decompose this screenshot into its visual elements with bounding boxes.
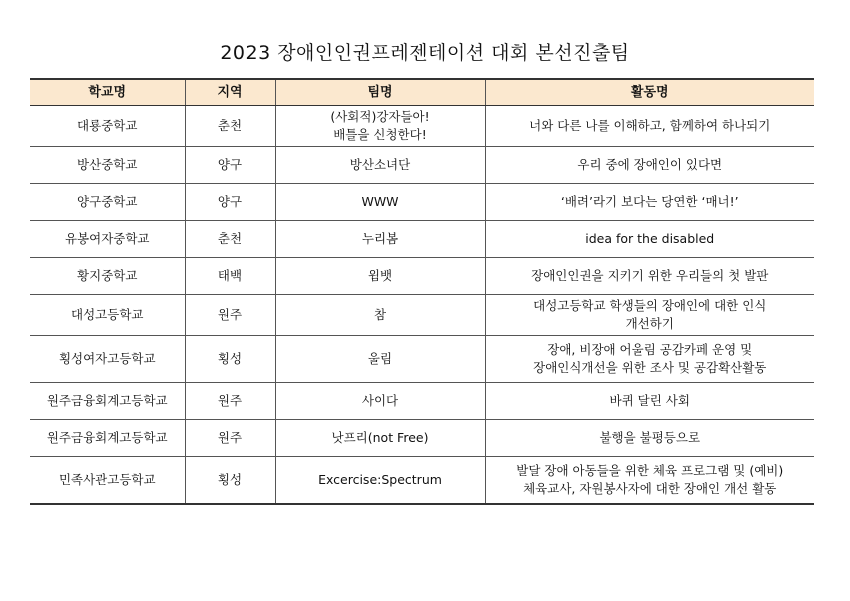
cell-team: Excercise:Spectrum [275, 457, 485, 504]
cell-team: 낫프리(not Free) [275, 420, 485, 457]
table-row [30, 106, 814, 147]
table-row [30, 295, 814, 336]
cell-activity: 너와 다른 나를 이해하고, 함께하여 하나되기 [485, 106, 814, 147]
cell-activity: 바퀴 달린 사회 [485, 383, 814, 420]
teams-table [30, 78, 814, 505]
cell-school: 황지중학교 [30, 258, 185, 295]
cell-team: 누리봄 [275, 221, 485, 258]
cell-activity: 발달 장애 아동들을 위한 체육 프로그램 및 (예비) 체육교사, 자원봉사자에 대한 장애인 개선 활동 [485, 457, 814, 504]
table-header-row [30, 79, 814, 106]
cell-region: 양구 [185, 147, 275, 184]
cell-school: 민족사관고등학교 [30, 457, 185, 504]
page-title: 2023 장애인인권프레젠테이션 대회 본선진출팀 [220, 42, 630, 64]
cell-team: 울림 [275, 336, 485, 383]
cell-activity: 장애인인권을 지키기 위한 우리들의 첫 발판 [485, 258, 814, 295]
cell-school: 유봉여자중학교 [30, 221, 185, 258]
cell-school: 대성고등학교 [30, 295, 185, 336]
cell-activity: idea for the disabled [485, 221, 814, 258]
cell-school: 방산중학교 [30, 147, 185, 184]
table-row [30, 336, 814, 383]
cell-school: 원주금융회계고등학교 [30, 383, 185, 420]
cell-region: 춘천 [185, 106, 275, 147]
header-activity: 활동명 [485, 79, 814, 106]
table-row [30, 184, 814, 221]
table-row [30, 383, 814, 420]
cell-school: 대룡중학교 [30, 106, 185, 147]
table-row [30, 457, 814, 504]
cell-region: 횡성 [185, 336, 275, 383]
cell-team: (사회적)강자들아! 배틀을 신청한다! [275, 106, 485, 147]
cell-school: 횡성여자고등학교 [30, 336, 185, 383]
cell-activity: 장애, 비장애 어울림 공감카페 운영 및 장애인식개선을 위한 조사 및 공감확산활동 [485, 336, 814, 383]
cell-activity: 우리 중에 장애인이 있다면 [485, 147, 814, 184]
table-row [30, 147, 814, 184]
cell-region: 태백 [185, 258, 275, 295]
cell-region: 원주 [185, 295, 275, 336]
cell-region: 춘천 [185, 221, 275, 258]
table-row [30, 420, 814, 457]
cell-team: 참 [275, 295, 485, 336]
cell-activity: 대성고등학교 학생들의 장애인에 대한 인식 개선하기 [485, 295, 814, 336]
cell-team: 방산소녀단 [275, 147, 485, 184]
header-region: 지역 [185, 79, 275, 106]
cell-activity: ‘배려’라기 보다는 당연한 ‘매너!’ [485, 184, 814, 221]
header-school: 학교명 [30, 79, 185, 106]
cell-activity: 불행을 불평등으로 [485, 420, 814, 457]
cell-team: WWW [275, 184, 485, 221]
cell-region: 원주 [185, 383, 275, 420]
table-row [30, 221, 814, 258]
cell-team: 사이다 [275, 383, 485, 420]
cell-region: 양구 [185, 184, 275, 221]
header-team: 팀명 [275, 79, 485, 106]
cell-school: 원주금융회계고등학교 [30, 420, 185, 457]
cell-region: 원주 [185, 420, 275, 457]
cell-school: 양구중학교 [30, 184, 185, 221]
cell-region: 횡성 [185, 457, 275, 504]
table-row [30, 258, 814, 295]
cell-team: 윔뱃 [275, 258, 485, 295]
